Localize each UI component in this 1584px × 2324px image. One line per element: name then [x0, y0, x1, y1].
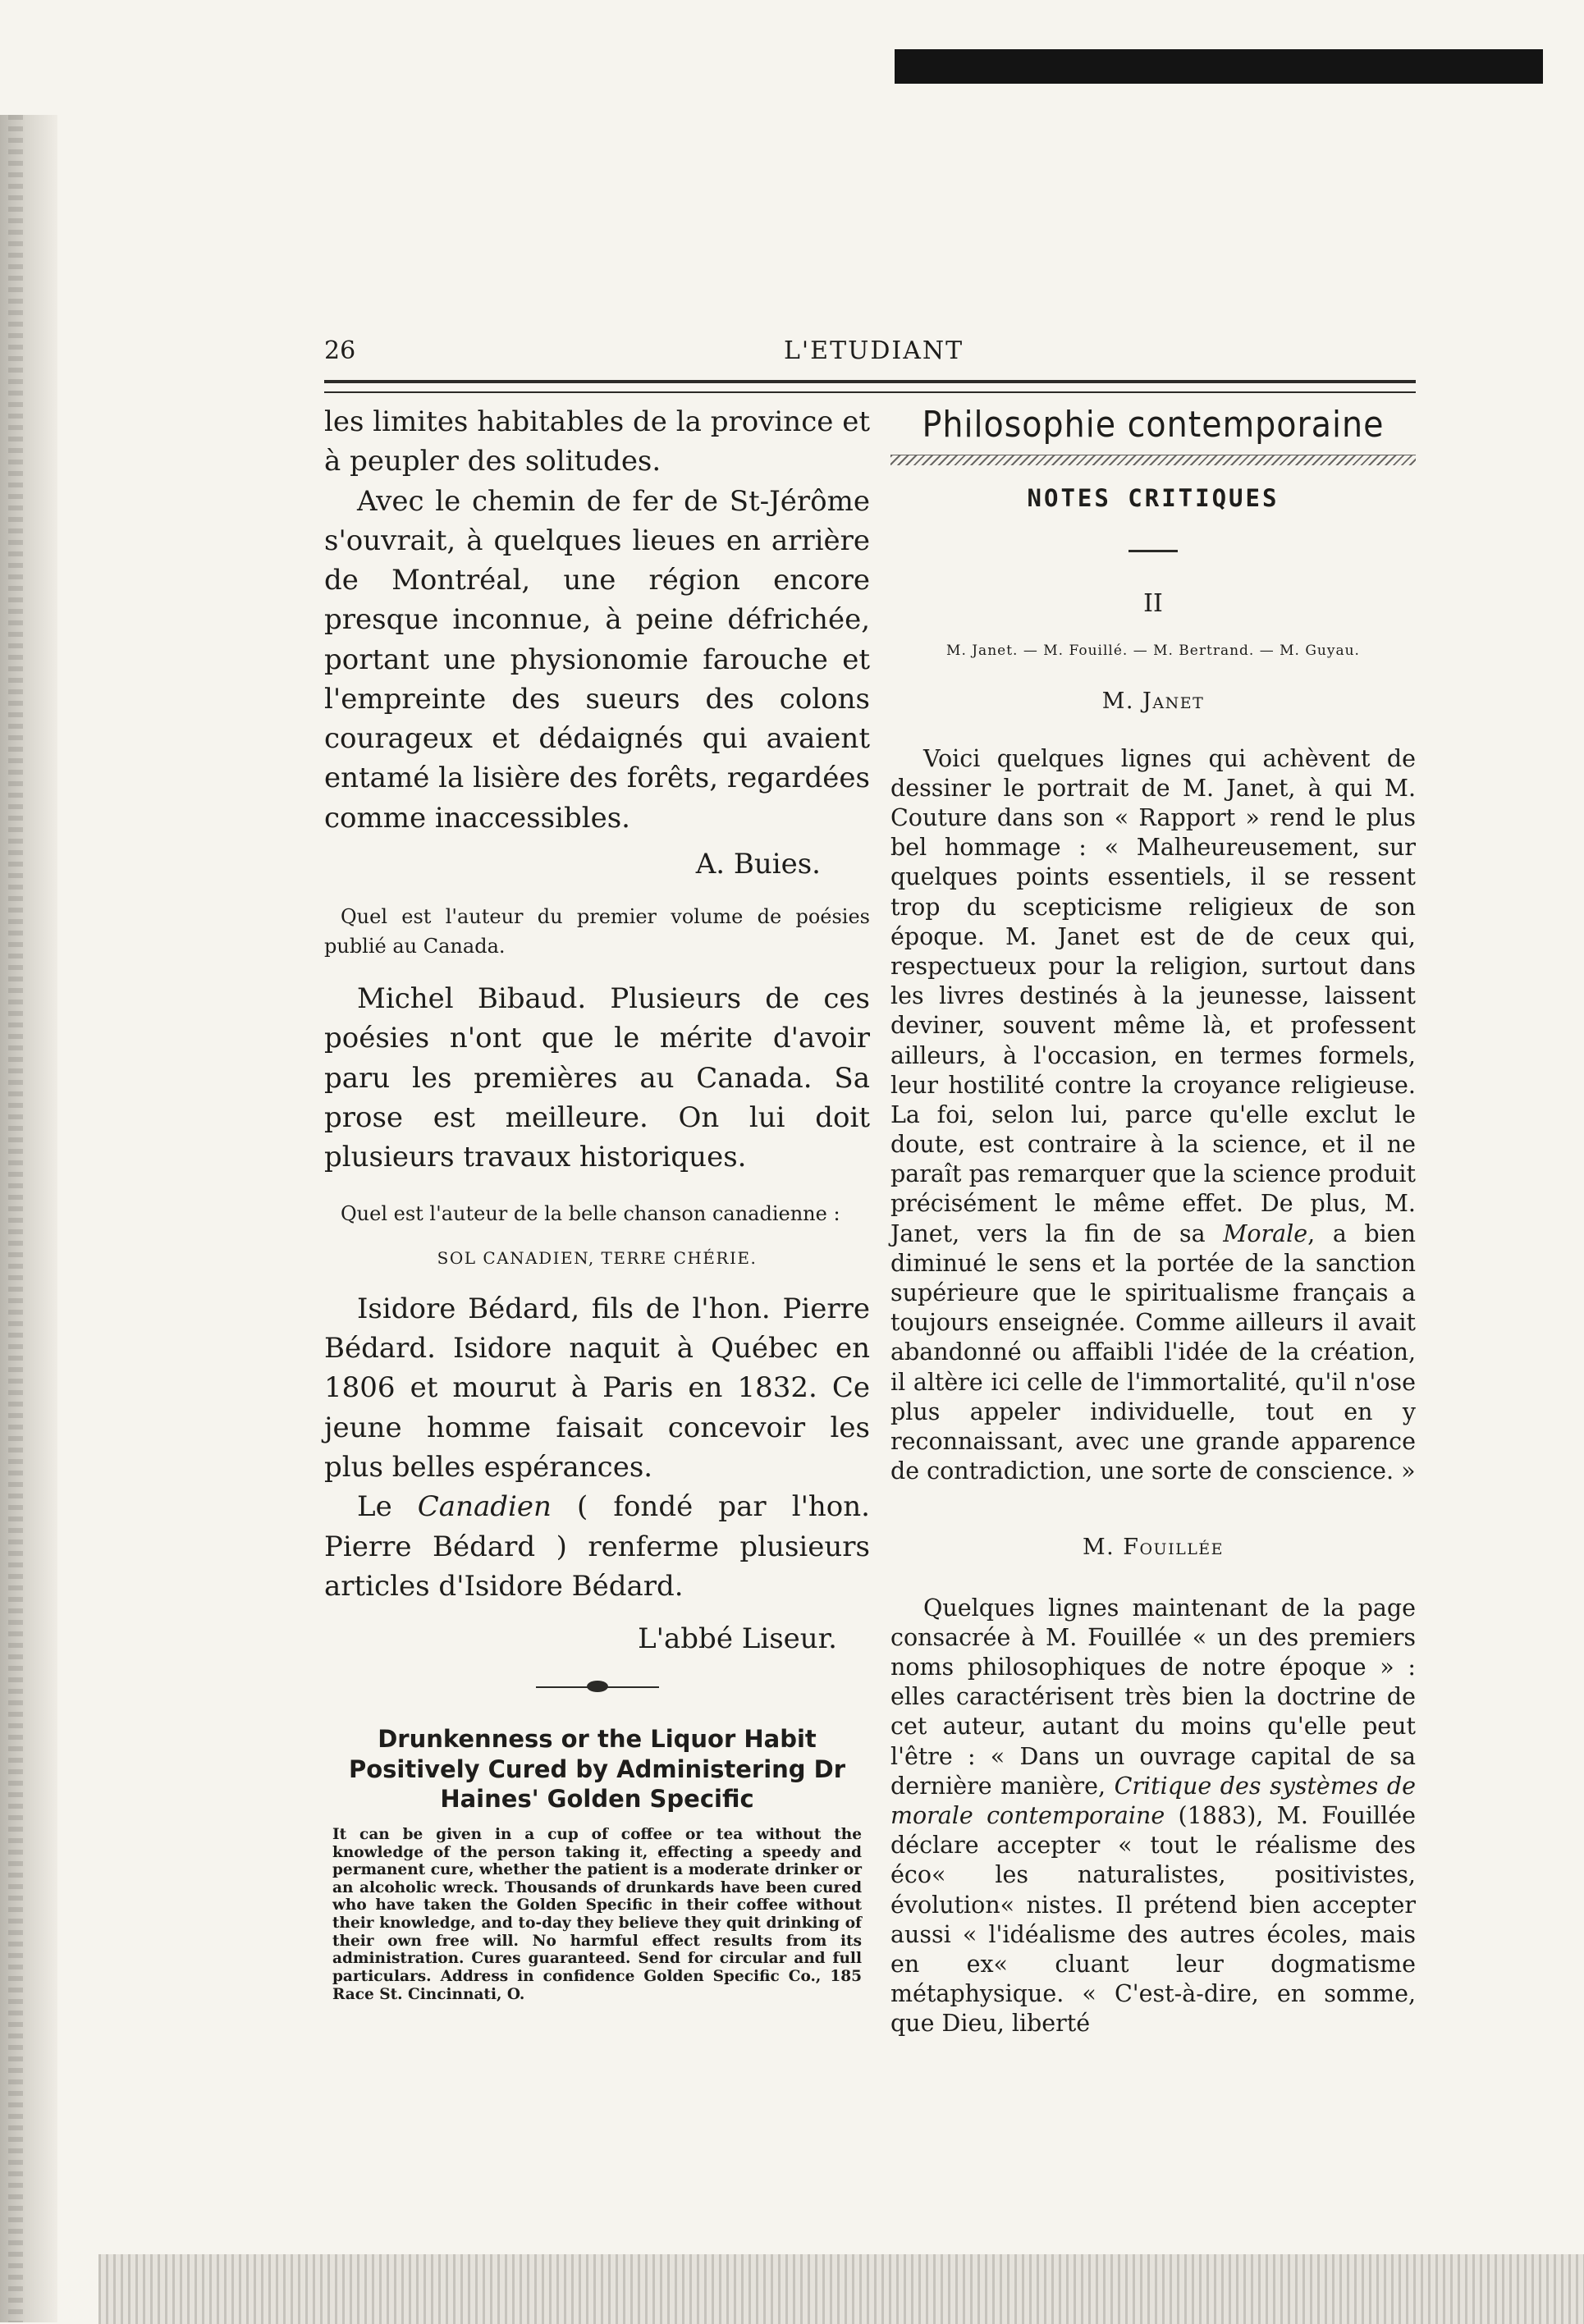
scan-shadow-left	[0, 115, 57, 2322]
subhead-fouillee: M. Fouillée	[1082, 1535, 1225, 1561]
question: Quel est l'auteur de la belle chanson canadienne :	[341, 1201, 840, 1225]
answer: Isidore Bédard, fils de l'hon. Pierre Bédard. Isidore naquit à Québec en 1806 et mourut à Paris en 1832. Ce jeune homme faisait concevoir les plus belles espérances.	[324, 1292, 870, 1484]
text: ( fondé par l'hon. Pierre Bédard ) renferme plusieurs articles d'Isidore Bédard.	[324, 1490, 870, 1603]
paragraph: les limites habitables de la province et à peupler des solitudes.	[324, 405, 870, 478]
text: , a bien diminué le sens et la portée de la sanction supérieure que le spiritualisme français a toujours enseignée. Comme ailleurs il avait abandonné ou affaibli l'idée de la création, il altère ici celle de l'immortalité, qu'il n'ose plus appeler individuelle, tout en y reconnaissant, avec une grande apparence de contradiction, une sorte de conscience. »	[890, 1219, 1417, 1485]
section-title: Philosophie contemporaine	[922, 404, 1385, 446]
ornament-divider	[536, 1683, 659, 1691]
book-title: Critique des systèmes de morale contemporaine	[890, 1772, 1416, 1829]
question: Quel est l'auteur du premier volume de poésies publié au Canada.	[324, 905, 870, 958]
paragraph-fouillee	[890, 1594, 1416, 2039]
header-rule	[324, 380, 1416, 393]
page-number: 26	[324, 336, 356, 365]
names-line: M. Janet. — M. Fouillé. — M. Bertrand. — M. Guyau.	[946, 642, 1360, 659]
wavy-rule	[890, 455, 1416, 465]
paragraph-janet	[890, 744, 1416, 1487]
newspaper-title: Canadien	[417, 1490, 552, 1524]
text: (1883), M. Fouillée déclare accepter « tout le réalisme des éco« les naturalistes, positivistes, évolution« nistes. Il prétend bien accepter aussi « l'idéalisme des autres écoles, mais en ex« cluant leur dogmatisme métaphysique. « C'est-à-dire, en somme, que Dieu, liberté	[890, 1801, 1416, 2038]
page-header	[324, 336, 1416, 377]
running-title: L'ETUDIANT	[784, 336, 964, 365]
short-rule	[1128, 550, 1178, 552]
advertisement-body: It can be given in a cup of coffee or tea without the knowledge of the person taking it, effecting a speedy and permanent cure, whether the patient is a moderate drinker or an alcoholic wreck. Thousands of drunkards have been cured who have taken the Golden Specific in their coffee without their knowledge, and to-day they believe they quit drinking of their own free will. No harmful effect results from its administration. Cures guaranteed. Send for circular and full particulars. Address in confidence Golden Specific Co., 185 Race St. Cincinnati, O.	[332, 1825, 862, 2003]
answer: Michel Bibaud. Plusieurs de ces poésies n'ont que le mérite d'avoir paru les premières au Canada. Sa prose est meilleure. On lui doit plusieurs travaux historiques.	[324, 982, 870, 1174]
subhead-janet: M. Janet	[1101, 689, 1205, 715]
text: Le	[357, 1490, 418, 1524]
right-column	[890, 402, 1416, 2047]
paragraph: Avec le chemin de fer de St-Jérôme s'ouvrait, à quelques lieues en arrière de Montréal, une région encore presque inconnue, à peine défrichée, portant une physionomie farouche et l'empreinte des sueurs des colons courageux et dédaignés qui avaient entamé la lisière des forêts, regardées comme inaccessibles.	[324, 484, 870, 835]
part-number: II	[1143, 588, 1163, 618]
signature-buies: A. Buies.	[695, 847, 821, 881]
answer	[324, 1487, 870, 1606]
scan-shadow-bottom	[98, 2254, 1584, 2324]
book-title: Morale	[1223, 1219, 1308, 1247]
signature-liseur: L'abbé Liseur.	[638, 1622, 837, 1656]
scan-top-bar	[895, 49, 1543, 84]
advertisement-title: Drunkenness or the Liquor Habit Positively Cured by Administering Dr Haines' Golden Specific	[348, 1725, 846, 1814]
song-title: SOL CANADIEN, TERRE CHÉRIE.	[437, 1247, 758, 1268]
left-column	[324, 402, 870, 2003]
text: Voici quelques lignes qui achèvent de dessiner le portrait de M. Janet, à qui M. Couture dans son « Rapport » rend le plus bel hommage : « Malheureusement, sur quelques points essentiels, il se ressent trop du scepticisme religieux de son époque. M. Janet est de de ceux qui, respectueux pour la religion, surtout dans les livres destinés à la jeunesse, laissent deviner, souvent même là, et professent ailleurs, à l'occasion, en termes formels, leur hostilité contre la croyance religieuse. La foi, selon lui, parce qu'elle exclut le doute, est contraire à la science, et il ne paraît pas remarquer que la science produit précisément le même effet. De plus, M. Janet, vers la fin de sa	[890, 744, 1416, 1247]
text: Quelques lignes maintenant de la page consacrée à M. Fouillée « un des premiers noms philosophiques de notre époque » : elles caractérisent très bien la doctrine de cet auteur, autant du moins qu'elle peut l'être : « Dans un ouvrage capital de sa dernière manière,	[890, 1594, 1416, 1800]
notes-title: NOTES CRITIQUES	[1027, 483, 1280, 512]
